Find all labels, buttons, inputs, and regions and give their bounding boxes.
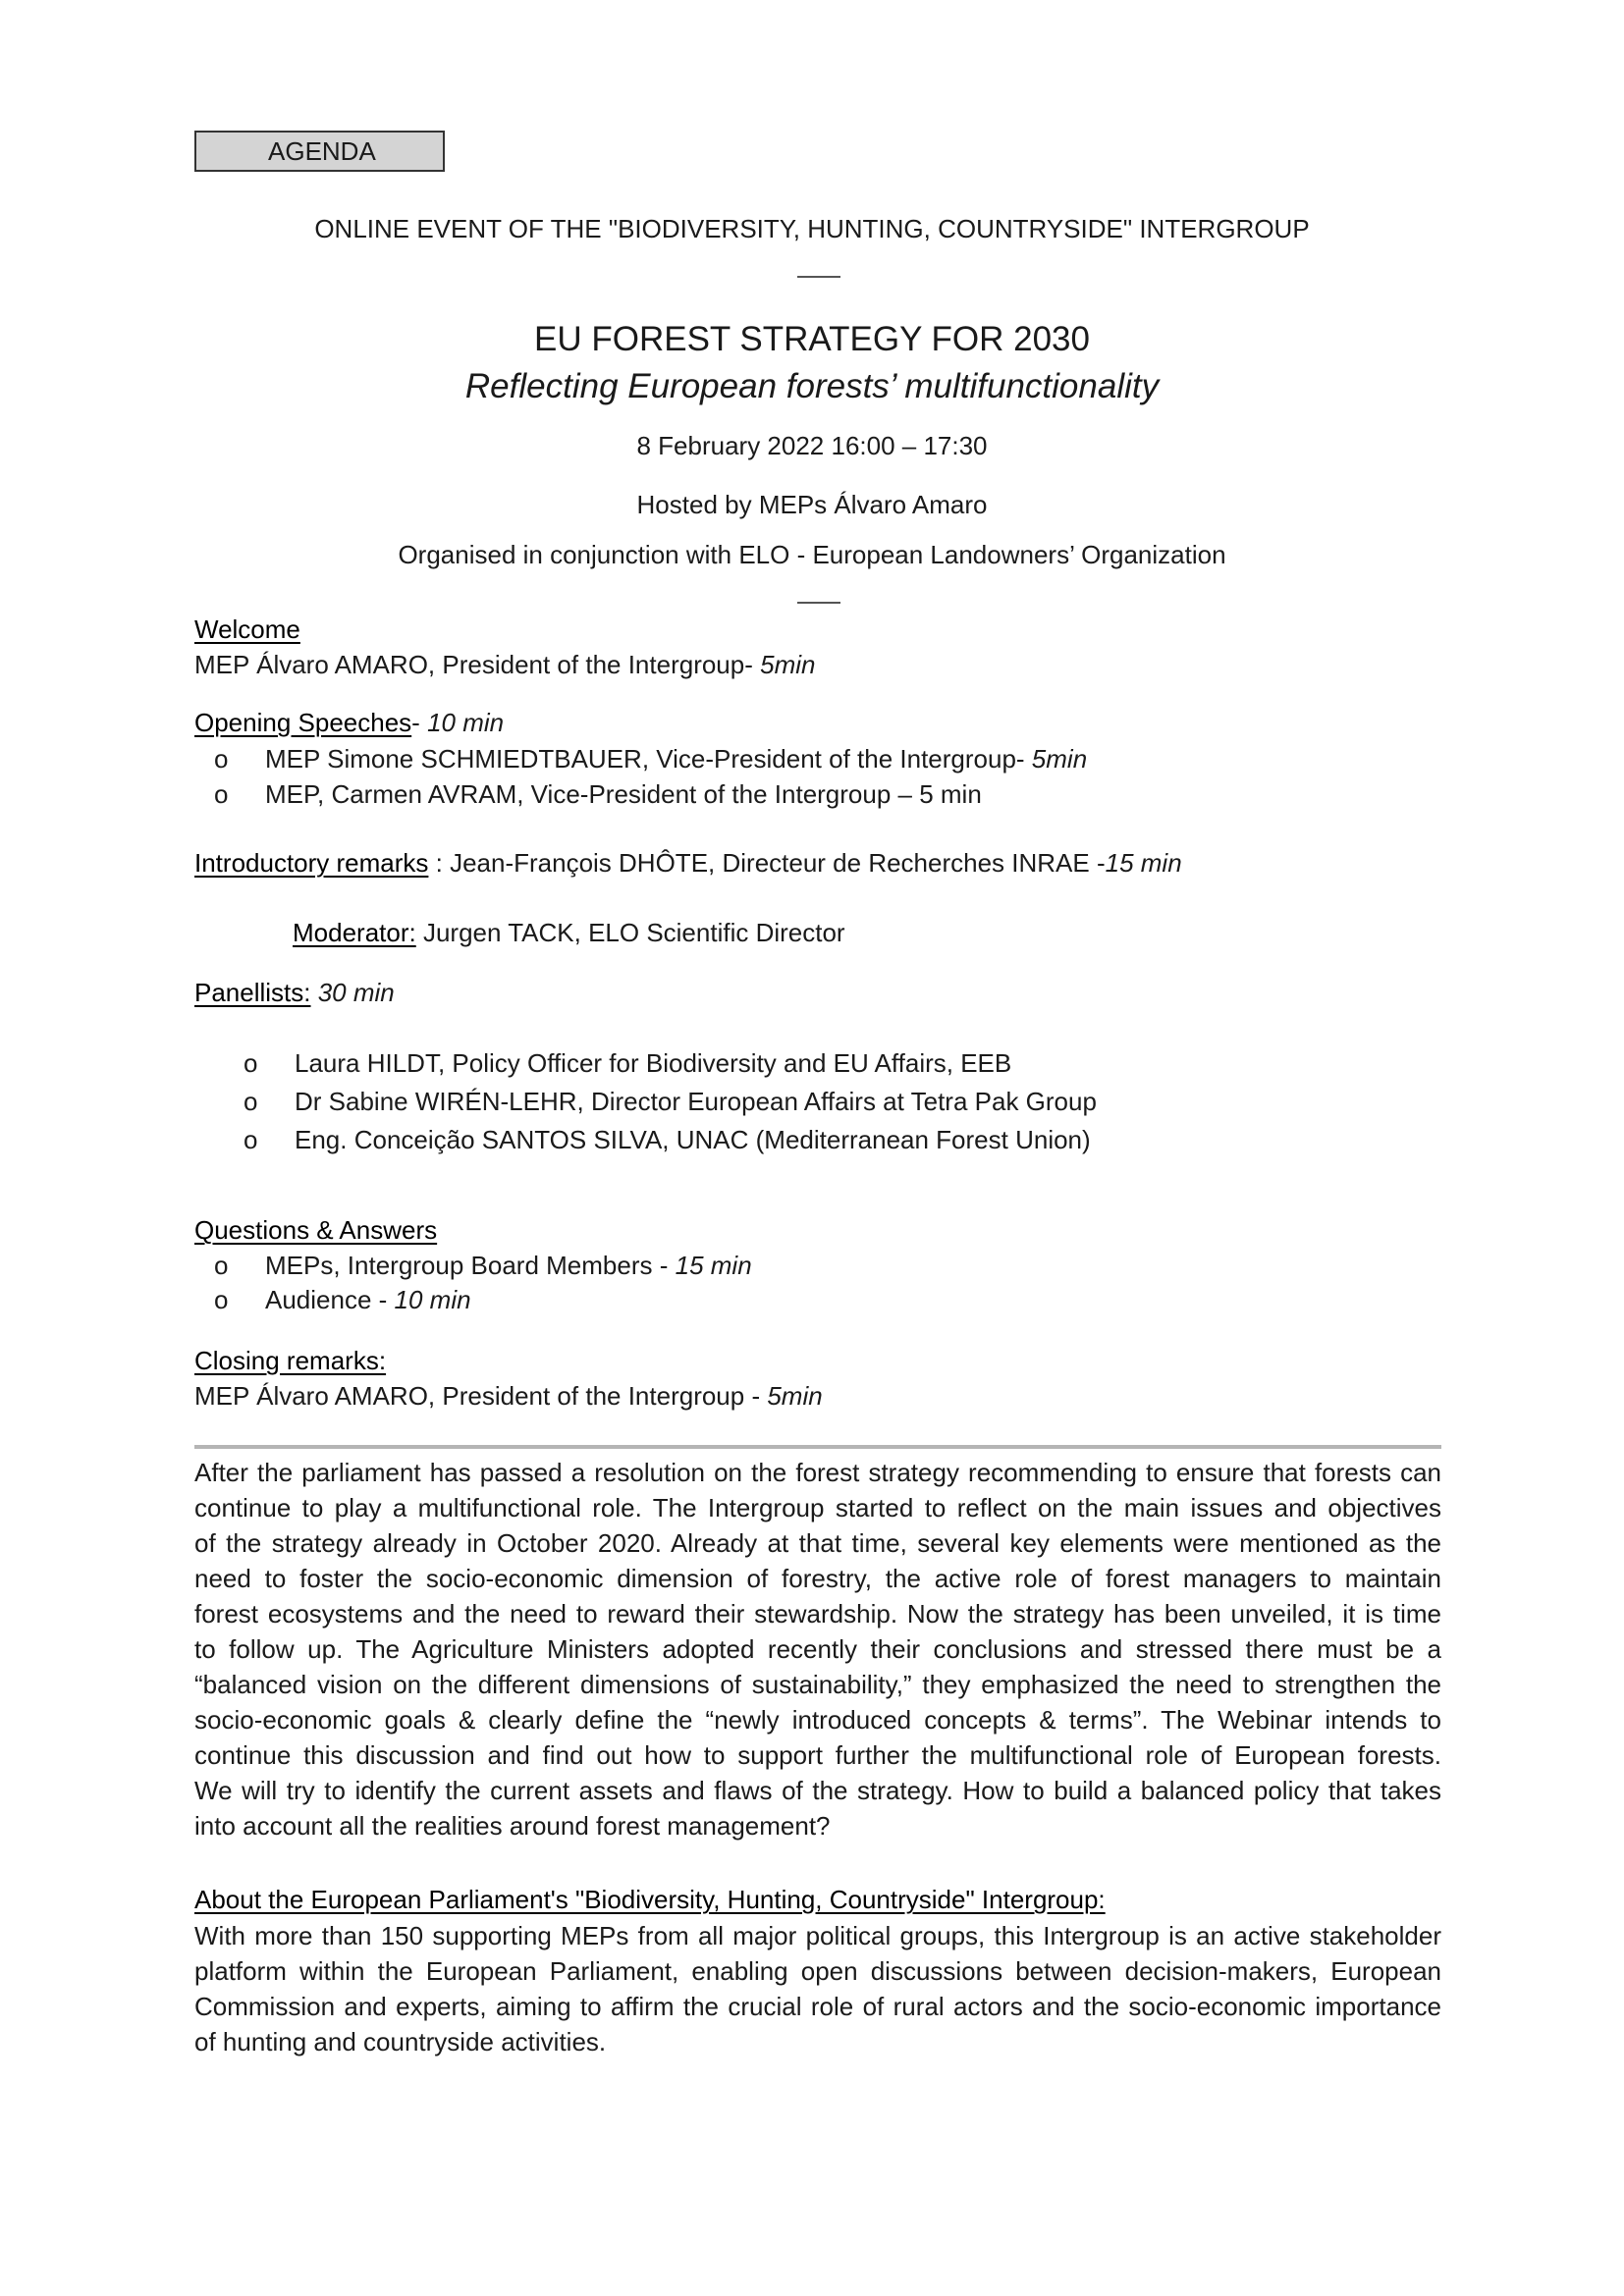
agenda-label-box — [194, 131, 445, 172]
introductory-duration: 15 min — [1105, 848, 1182, 878]
agenda-label: AGENDA — [268, 135, 376, 166]
opening-heading: Opening Speeches- 10 min — [194, 708, 505, 737]
qa-heading: Questions & Answers — [194, 1215, 438, 1245]
paragraph-line: into account all the realities around forest management? — [194, 1811, 831, 1841]
event-subtitle: Reflecting European forests’ multifunctionality — [464, 367, 1160, 405]
description-paragraph — [194, 1455, 1441, 1843]
paragraph-line: forest ecosystems and the need to reward their stewardship. Now the strategy has been unveiled, it is time — [194, 1599, 1441, 1629]
paragraph-line: socio-economic goals & clearly define the “newly introduced concepts & terms”. The Webinar intends to — [194, 1705, 1441, 1735]
bullet-marker: o — [214, 1285, 229, 1314]
panellists-duration: 30 min — [310, 978, 395, 1007]
moderator-heading: Moderator: — [293, 918, 416, 947]
event-date-time: 8 February 2022 16:00 – 17:30 — [636, 431, 988, 460]
closing-heading: Closing remarks: — [194, 1346, 387, 1375]
bullet-marker: o — [244, 1048, 258, 1078]
qa-item: o MEPs, Intergroup Board Members - 15 min — [214, 1251, 752, 1280]
event-line: ONLINE EVENT OF THE "BIODIVERSITY, HUNTING, COUNTRYSIDE" INTERGROUP — [314, 214, 1310, 243]
about-paragraph — [194, 1918, 1441, 2059]
welcome-heading: Welcome — [194, 614, 300, 644]
bullet-marker: o — [214, 1251, 229, 1280]
panellist-item: o Eng. Conceição SANTOS SILVA, UNAC (Mediterranean Forest Union) — [244, 1125, 1091, 1154]
paragraph-line: We will try to identify the current assets and flaws of the strategy. How to build a balanced policy that takes — [194, 1776, 1441, 1805]
closing-line: MEP Álvaro AMARO, President of the Intergroup - 5min — [194, 1381, 823, 1411]
closing-duration: 5min — [767, 1381, 823, 1411]
opening-item: o MEP, Carmen AVRAM, Vice-President of the Intergroup – 5 min — [214, 779, 982, 809]
paragraph-line: After the parliament has passed a resolution on the forest strategy recommending to ensure that forests can — [194, 1458, 1441, 1487]
introductory-line: Introductory remarks : Jean-François DHÔTE, Directeur de Recherches INRAE -15 min — [194, 848, 1182, 878]
panellists-heading: Panellists: 30 min — [194, 978, 395, 1007]
paragraph-line: continue to play a multifunctional role. The Intergroup started to reflect on the main issues and objectives — [194, 1493, 1441, 1522]
event-title: EU FOREST STRATEGY FOR 2030 — [534, 320, 1090, 358]
paragraph-line: platform within the European Parliament, enabling open discussions between decision-makers, European — [194, 1956, 1441, 1986]
paragraph-line: Commission and experts, aiming to affirm the crucial role of rural actors and the socio-economic importance — [194, 1992, 1441, 2021]
panellist-item: o Dr Sabine WIRÉN-LEHR, Director European Affairs at Tetra Pak Group — [244, 1087, 1097, 1116]
paragraph-line: of hunting and countryside activities. — [194, 2027, 607, 2056]
paragraph-line: continue this discussion and find out how to support further the multifunctional role of European forests. — [194, 1740, 1441, 1770]
introductory-heading: Introductory remarks — [194, 848, 429, 878]
hosted-by: Hosted by MEPs Álvaro Amaro — [636, 490, 988, 519]
paragraph-line: With more than 150 supporting MEPs from all major political groups, this Intergroup is an active stakeholder — [194, 1921, 1441, 1950]
paragraph-line: to follow up. The Agriculture Ministers adopted recently their conclusions and stressed there must be a — [194, 1634, 1441, 1664]
bullet-marker: o — [244, 1125, 258, 1154]
separator-top — [797, 276, 840, 278]
opening-duration: 10 min — [427, 708, 505, 737]
organised-with: Organised in conjunction with ELO - European Landowners’ Organization — [398, 540, 1226, 569]
paragraph-line: “balanced vision on the different dimensions of sustainability,” they emphasized the need to strengthen the — [194, 1670, 1441, 1699]
qa-item: o Audience - 10 min — [214, 1285, 471, 1314]
bullet-marker: o — [214, 744, 229, 774]
paragraph-line: need to foster the socio-economic dimension of forestry, the active role of forest managers to maintain — [194, 1564, 1441, 1593]
opening-item: o MEP Simone SCHMIEDTBAUER, Vice-President of the Intergroup- 5min — [214, 744, 1088, 774]
separator-middle — [797, 602, 840, 604]
section-divider — [194, 1445, 1441, 1449]
moderator-line: Moderator: Jurgen TACK, ELO Scientific Director — [293, 918, 845, 947]
bullet-marker: o — [244, 1087, 258, 1116]
bullet-marker: o — [214, 779, 229, 809]
welcome-line: MEP Álvaro AMARO, President of the Intergroup- 5min — [194, 650, 816, 679]
paragraph-line: of the strategy already in October 2020. Already at that time, several key elements were mentioned as the — [194, 1528, 1441, 1558]
panellist-item: o Laura HILDT, Policy Officer for Biodiversity and EU Affairs, EEB — [244, 1048, 1012, 1078]
about-heading: About the European Parliament's "Biodiversity, Hunting, Countryside" Intergroup: — [194, 1885, 1106, 1914]
welcome-duration: 5min — [760, 650, 816, 679]
